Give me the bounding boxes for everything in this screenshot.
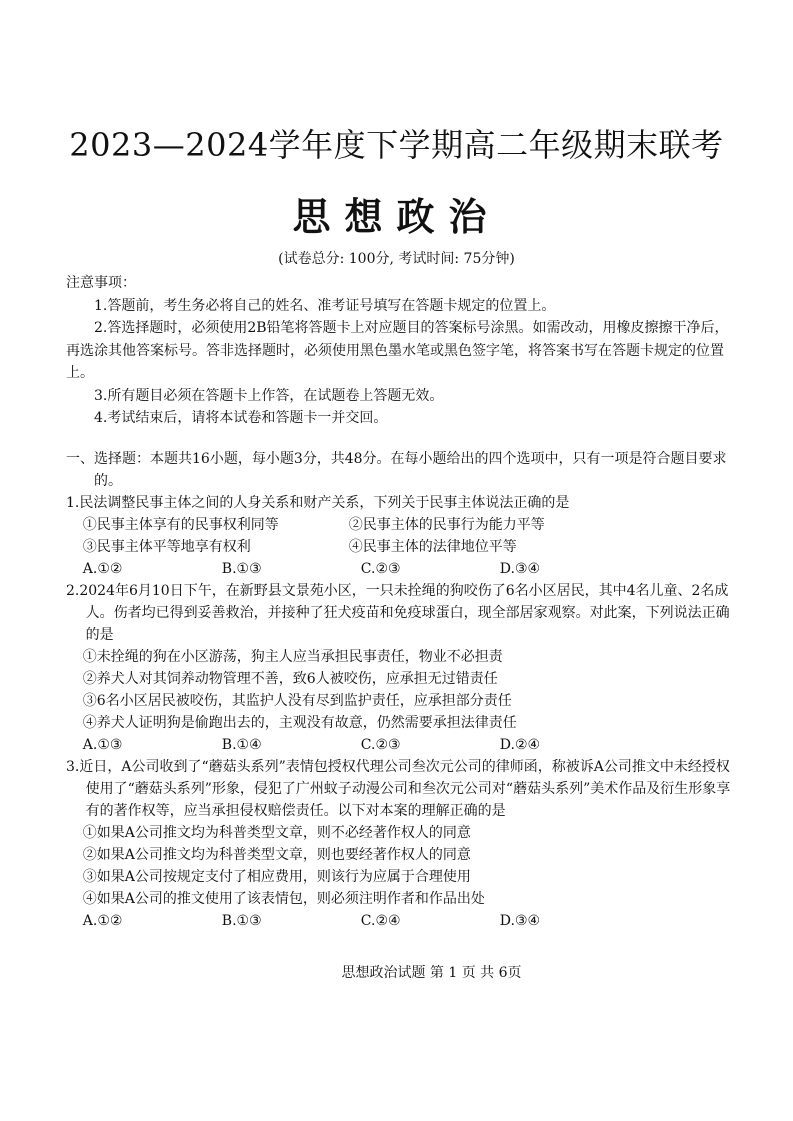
notes-block: [66, 272, 731, 430]
exam-title: 2023—2024学年度下学期高二年级期末联考: [69, 126, 724, 164]
subject-title: 思想政治: [292, 194, 501, 239]
choice-section: [66, 448, 731, 932]
choice-d: D.③④: [499, 561, 541, 577]
statement: ④如果A公司的推文使用了该表情包，则必须注明作者和作品出处: [82, 891, 485, 907]
note-item: 4.考试结束后，请将本试卷和答题卡一并交回。: [94, 410, 388, 426]
question-3: [66, 756, 731, 932]
answer-choices: [66, 910, 731, 932]
statement: ③如果A公司按规定支付了相应费用，则该行为应属于合理使用: [82, 869, 471, 885]
statement-row: [66, 536, 731, 558]
statement: ①如果A公司推文均为科普类型文章，则不必经著作权人的同意: [82, 825, 471, 841]
section-heading: 一、选择题：本题共16小题，每小题3分，共48分。在每小题给出的四个选项中，只有一项是符合题目要求的。: [66, 451, 727, 489]
choice-d: D.②④: [499, 737, 541, 753]
choice-d: D.③④: [499, 913, 541, 929]
choice-c: C.②③: [360, 737, 401, 753]
statement: ②民事主体的民事行为能力平等: [348, 517, 545, 533]
choice-c: C.②③: [360, 561, 401, 577]
choice-a: A.①②: [82, 561, 123, 577]
choice-b: B.①③: [221, 913, 262, 929]
answer-choices: [66, 558, 731, 580]
choice-b: B.①④: [221, 737, 262, 753]
statement: ②如果A公司推文均为科普类型文章，则也要经著作权人的同意: [82, 847, 471, 863]
note-item: 1.答题前，考生务必将自己的姓名、准考证号填写在答题卡规定的位置上。: [94, 297, 556, 314]
note-item: 3.所有题目必须在答题卡上作答，在试题卷上答题无效。: [94, 387, 444, 404]
question-stem: 3.近日，A公司收到了“蘑菇头系列”表情包授权代理公司叁次元公司的律师函，称被诉A公司推文中未经授权使用了“蘑菇头系列”形象，侵犯了广州蚊子动漫公司和叁次元公司对“蘑菇头系列”美术作品及衍生形象享有的著作权等，应当承担侵权赔偿责任。以下对本案的理解正确的是: [66, 759, 731, 819]
statement: ①未拴绳的狗在小区游荡，狗主人应当承担民事责任，物业不必担责: [82, 649, 503, 665]
question-1: [66, 492, 731, 580]
answer-choices: [66, 734, 731, 756]
choice-a: A.①②: [82, 913, 123, 929]
page-footer: 思想政治试题 第 1 页 共 6页: [341, 965, 522, 981]
question-2: [66, 580, 731, 756]
question-stem: 1.民法调整民事主体之间的人身关系和财产关系，下列关于民事主体说法正确的是: [66, 495, 570, 511]
statement: ①民事主体享有的民事权利同等: [82, 517, 279, 533]
notes-heading: 注意事项：: [66, 275, 136, 291]
statement: ②养犬人对其饲养动物管理不善，致6人被咬伤，应承担无过错责任: [82, 671, 498, 687]
statement: ④民事主体的法律地位平等: [348, 539, 517, 555]
choice-c: C.②④: [360, 913, 401, 929]
exam-info: (试卷总分: 100分, 考试时间: 75分钟): [278, 251, 515, 267]
statement: ④养犬人证明狗是偷跑出去的，主观没有故意，仍然需要承担法律责任: [82, 715, 517, 731]
choice-b: B.①③: [221, 561, 262, 577]
statement: ③民事主体平等地享有权利: [82, 539, 251, 555]
statement: ③6名小区居民被咬伤，其监护人没有尽到监护责任，应承担部分责任: [82, 693, 512, 709]
statement-row: [66, 514, 731, 536]
question-stem: 2.2024年6月10日下午，在新野县文景苑小区，一只未拴绳的狗咬伤了6名小区居民，其中4名儿童、2名成人。伤者均已得到妥善救治，并接种了狂犬疫苗和免疫球蛋白，现全部居家观察。对此案，下列说法正确的是: [66, 583, 730, 643]
choice-a: A.①③: [82, 737, 123, 753]
note-item: 2.答选择题时，必须使用2B铅笔将答题卡上对应题目的答案标号涂黑。如需改动，用橡皮擦擦干净后，再选涂其他答案标号。答非选择题时，必须使用黑色墨水笔或黑色签字笔，将答案书写在答题卡规定的位置上。: [66, 320, 729, 381]
